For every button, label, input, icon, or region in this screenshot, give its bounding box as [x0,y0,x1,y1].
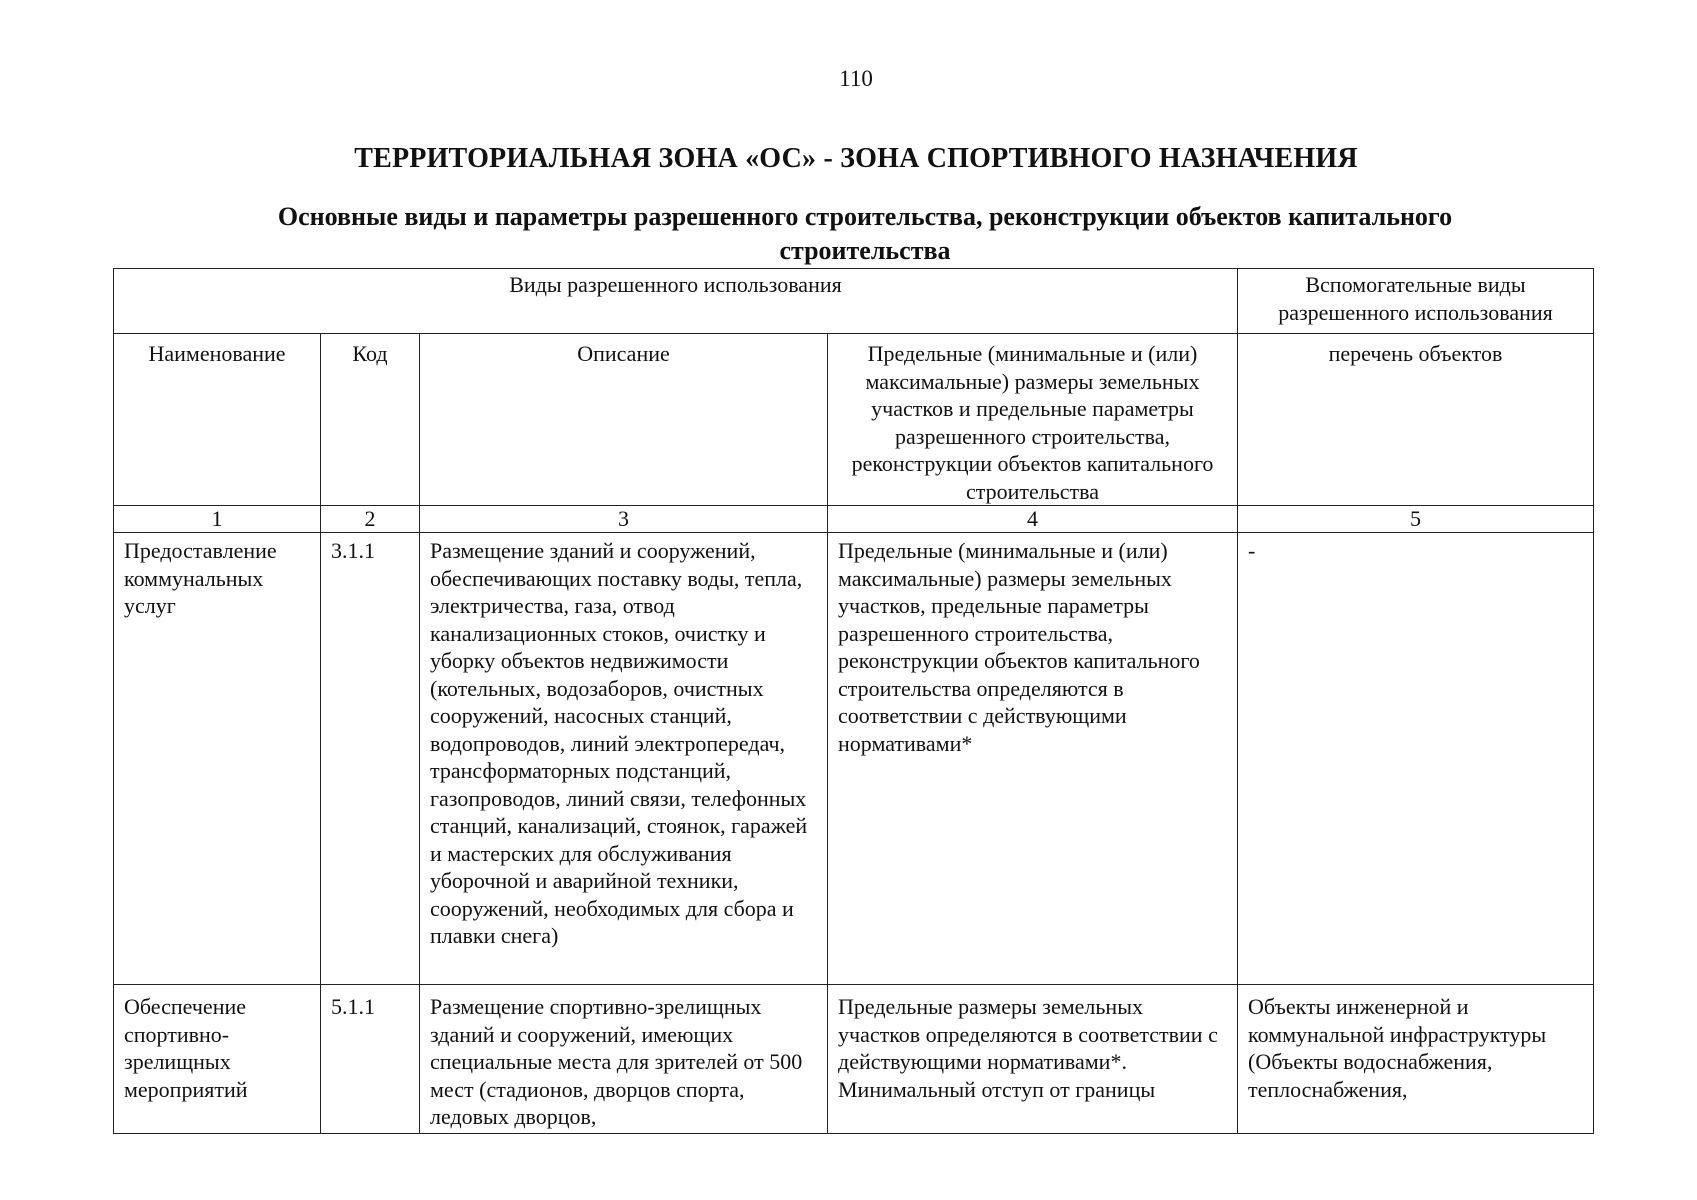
table-row [114,533,1594,985]
column-number-4: 4 [828,506,1238,533]
cell-name: Предоставление коммунальных услуг [114,533,321,985]
cell-aux: Объекты инженерной и коммунальной инфраструктуры (Объекты водоснабжения, теплоснабжения, [1238,985,1594,1134]
table-column-number-row [114,506,1594,533]
column-header-description: Описание [420,334,828,506]
table-group-header-row [114,269,1594,334]
column-header-objects: перечень объектов [1238,334,1594,506]
column-number-5: 5 [1238,506,1594,533]
cell-params-line-1: Предельные размеры земельных участков определяются в соответствии с действующими нормативами*. [838,994,1218,1074]
cell-aux: - [1238,533,1594,985]
table-row [114,985,1594,1134]
column-number-2: 2 [321,506,420,533]
zone-title: ТЕРРИТОРИАЛЬНАЯ ЗОНА «ОС» - ЗОНА СПОРТИВНОГО НАЗНАЧЕНИЯ [354,143,1358,174]
cell-name: Обеспечение спортивно-зрелищных мероприятий [114,985,321,1134]
table-column-header-row [114,334,1594,506]
cell-description: Размещение спортивно-зрелищных зданий и сооружений, имеющих специальные места для зрителей от 500 мест (стадионов, дворцов спорта, ледовых дворцов, [420,985,828,1134]
cell-params [828,985,1238,1134]
group-header-aux: Вспомогательные виды разрешенного использования [1238,269,1594,334]
page-number: 110 [839,66,873,91]
cell-code: 5.1.1 [321,985,420,1134]
column-number-1: 1 [114,506,321,533]
section-subtitle: Основные виды и параметры разрешенного строительства, реконструкции объектов капитального строительства [277,202,1453,265]
zone-regulations-table [113,268,1594,1134]
cell-description: Размещение зданий и сооружений, обеспечивающих поставку воды, тепла, электричества, газа, отвод канализационных стоков, очистку и уборку объектов недвижимости (котельных, водозаборов, очистных сооружений, насосных станций, водопроводов, линий электропередач, трансформаторных подстанций, газопроводов, линий связи, телефонных станций, канализаций, стоянок, гаражей и мастерских для обслуживания уборочной и аварийной техники, сооружений, необходимых для сбора и плавки снега) [420,533,828,985]
group-header-main: Виды разрешенного использования [114,269,1238,334]
column-header-params: Предельные (минимальные и (или) максимальные) размеры земельных участков и предельные параметры разрешенного строительства, реконструкции объектов капитального строительства [828,334,1238,506]
column-header-code: Код [321,334,420,506]
column-header-name: Наименование [114,334,321,506]
column-number-3: 3 [420,506,828,533]
cell-params: Предельные (минимальные и (или) максимальные) размеры земельных участков, предельные параметры разрешенного строительства, реконструкции объектов капитального строительства определяются в соответствии с действующими нормативами* [828,533,1238,985]
cell-code: 3.1.1 [321,533,420,985]
cell-params-line-2: Минимальный отступ от границы [838,1076,1156,1102]
